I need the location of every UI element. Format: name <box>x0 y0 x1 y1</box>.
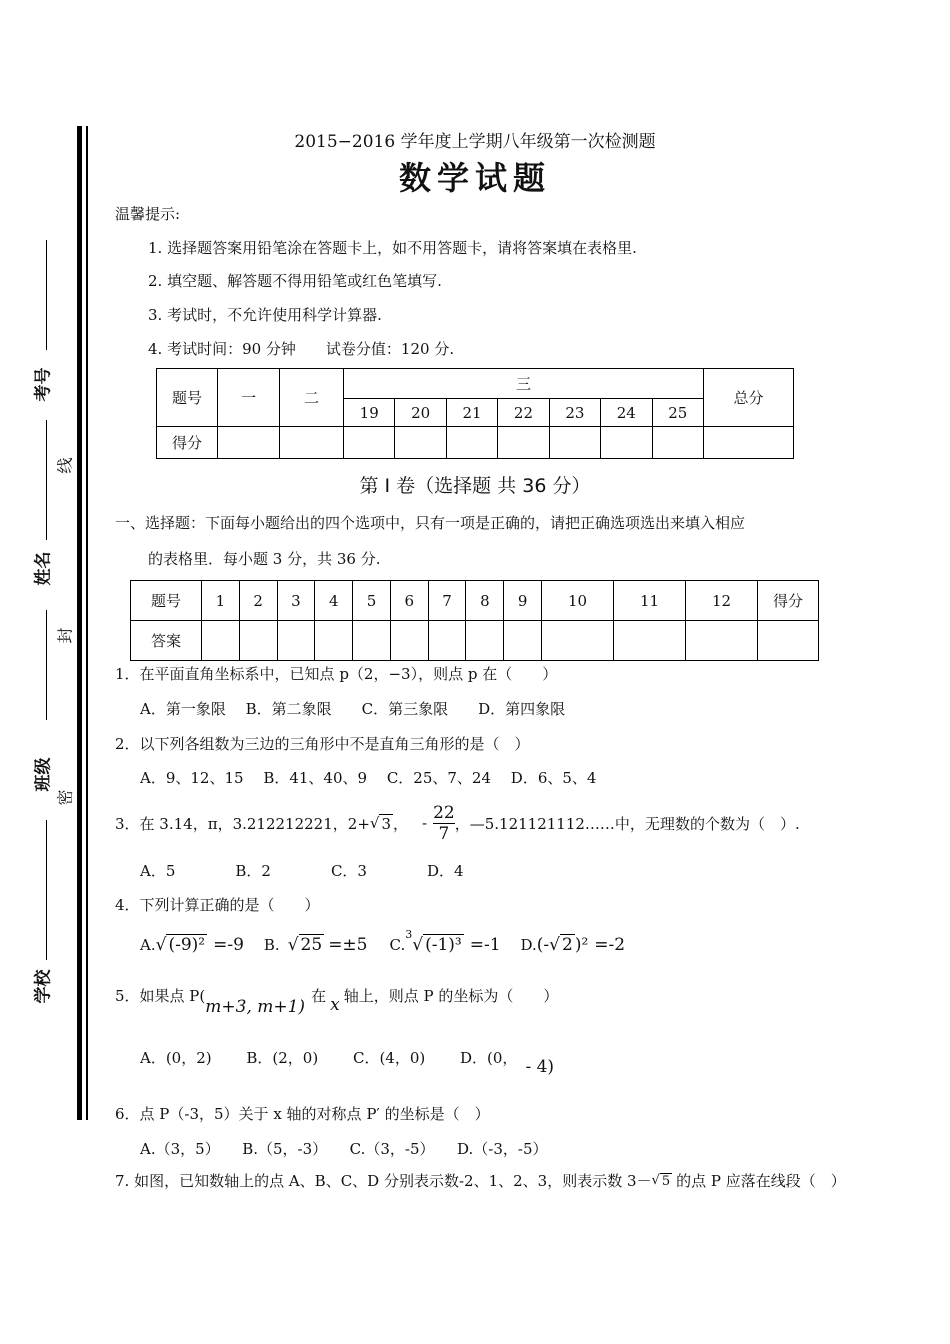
option-c-expr: (-1)³ <box>425 935 462 955</box>
question-7-prefix: 7. 如图，已知数轴上的点 A、B、C、D 分别表示数-2、1、2、3，则表示数 3－ <box>115 1172 652 1190</box>
section1-instruction-line1: 一、选择题：下面每小题给出的四个选项中，只有一项是正确的，请把正确选项选出来填入相应 <box>115 514 746 532</box>
question-5-mid: 在 <box>311 987 327 1005</box>
score-table-header-total: 总分 <box>704 369 794 427</box>
question-5-options <box>140 1047 555 1077</box>
question-3 <box>115 798 800 848</box>
fraction-numerator: 22 <box>433 802 455 823</box>
answer-table-col: 1 <box>202 581 240 621</box>
binding-bar-thick <box>77 126 82 1120</box>
score-table-q25: 25 <box>652 399 703 427</box>
sqrt-symbol: √ <box>287 934 299 955</box>
question-5-x: x <box>330 995 340 1015</box>
side-label-school: 学校 <box>33 969 54 1004</box>
question-6: 6．点 P（-3，5）关于 x 轴的对称点 P′ 的坐标是（ ） <box>115 1105 490 1123</box>
side-label-class: 班级 <box>33 757 54 792</box>
answer-table-col: 10 <box>542 581 614 621</box>
answer-table-col: 4 <box>315 581 353 621</box>
answer-score-cell[interactable] <box>758 621 819 661</box>
question-5-suffix: 轴上，则点 P 的坐标为（ ） <box>343 987 559 1005</box>
answer-table-col: 5 <box>353 581 391 621</box>
tip-item-2: 2. 填空题、解答题不得用铅笔或红色笔填写. <box>148 272 442 290</box>
score-cell[interactable] <box>395 427 446 459</box>
sqrt-symbol: √ <box>369 814 380 832</box>
answer-table-col: 12 <box>685 581 757 621</box>
option-b-eq: =±5 <box>328 934 368 955</box>
score-table-q19: 19 <box>344 399 395 427</box>
question-1-options: A．第一象限 B．第二象限 C．第三象限 D．第四象限 <box>140 700 566 718</box>
score-cell[interactable] <box>446 427 497 459</box>
answer-table-col: 2 <box>239 581 277 621</box>
question-3-radicand: 3 <box>381 814 391 833</box>
answer-cell[interactable] <box>428 621 466 661</box>
answer-table-col: 9 <box>504 581 542 621</box>
option-b-label: B. <box>263 935 280 954</box>
question-5 <box>115 985 559 1017</box>
question-3-suffix: ，—5.121121112……中，无理数的个数为（ ）. <box>454 814 800 833</box>
question-3-minus: - <box>422 814 428 832</box>
question-7-suffix: 的点 P 应落在线段（ ） <box>676 1172 846 1190</box>
side-seal-secret: 密 <box>55 789 75 806</box>
answer-table-col: 11 <box>614 581 686 621</box>
answer-table <box>130 580 819 661</box>
question-5-prefix: 5．如果点 P( <box>115 987 206 1005</box>
question-5-expr: m+3, m+1) <box>205 997 306 1017</box>
sqrt-symbol: √ <box>549 934 561 955</box>
option-d-pre: (- <box>536 934 550 955</box>
question-6-options: A.（3，5） B.（5，-3） C.（3，-5） D.（-3，-5） <box>140 1140 548 1158</box>
score-table-q20: 20 <box>395 399 446 427</box>
question-3-sep: ， <box>393 814 409 833</box>
question-4-options <box>140 928 626 955</box>
sqrt-symbol: √ <box>155 934 167 955</box>
score-table <box>156 368 794 459</box>
answer-cell[interactable] <box>315 621 353 661</box>
side-line-1 <box>46 240 47 350</box>
question-7 <box>115 1170 846 1191</box>
score-cell-total[interactable] <box>704 427 794 459</box>
question-7-radicand: 5 <box>661 1173 671 1189</box>
option-c-eq: =-1 <box>469 934 501 955</box>
answer-table-header-score: 得分 <box>758 581 819 621</box>
exam-subtitle: 2015−2016 学年度上学期八年级第一次检测题 <box>294 132 656 152</box>
sqrt-symbol: √ <box>651 1173 660 1188</box>
tip-item-3: 3. 考试时，不允许使用科学计算器. <box>148 306 382 324</box>
answer-cell[interactable] <box>685 621 757 661</box>
score-table-q24: 24 <box>601 399 652 427</box>
score-table-header-part2: 二 <box>280 369 344 427</box>
score-table-q22: 22 <box>498 399 549 427</box>
option-d-radicand: 2 <box>562 935 573 955</box>
answer-table-header-number: 题号 <box>131 581 202 621</box>
section1-heading: 第 Ⅰ 卷（选择题 共 36 分） <box>359 475 591 497</box>
question-3-prefix: 3．在 3.14，π，3.212212221，2+ <box>115 814 370 833</box>
answer-cell[interactable] <box>614 621 686 661</box>
score-cell[interactable] <box>601 427 652 459</box>
question-2: 2．以下列各组数为三边的三角形中不是直角三角形的是（ ） <box>115 735 530 753</box>
score-table-header-part1: 一 <box>218 369 280 427</box>
answer-cell[interactable] <box>353 621 391 661</box>
answer-cell[interactable] <box>277 621 315 661</box>
option-d-post: )² <box>574 934 589 955</box>
option-b-expr: 25 <box>300 935 323 955</box>
score-cell[interactable] <box>344 427 395 459</box>
side-line-4 <box>46 820 47 960</box>
answer-table-col: 8 <box>466 581 504 621</box>
answer-cell[interactable] <box>542 621 614 661</box>
question-1: 1．在平面直角坐标系中，已知点 p（2，−3），则点 p 在（ ） <box>115 665 558 683</box>
answer-table-col: 6 <box>390 581 428 621</box>
question-3-fraction <box>433 803 455 844</box>
answer-cell[interactable] <box>202 621 240 661</box>
question-4: 4．下列计算正确的是（ ） <box>115 896 320 914</box>
option-a-eq: =-9 <box>213 934 244 955</box>
score-cell[interactable] <box>498 427 549 459</box>
fraction-denominator: 7 <box>438 823 450 844</box>
score-table-header-number: 题号 <box>157 369 218 427</box>
tip-item-4: 4. 考试时间：90 分钟 试卷分值：120 分. <box>148 340 455 358</box>
option-a-label: A. <box>140 935 156 954</box>
question-2-options: A．9、12、15 B．41、40、9 C．25、7、24 D．6、5、4 <box>140 769 597 787</box>
question-5-option-d-value: - 4) <box>525 1057 555 1077</box>
side-seal-line: 线 <box>55 457 75 474</box>
option-c-label: C. <box>389 935 406 954</box>
score-cell[interactable] <box>218 427 280 459</box>
answer-table-col: 7 <box>428 581 466 621</box>
answer-cell[interactable] <box>390 621 428 661</box>
answer-table-row-answer: 答案 <box>131 621 202 661</box>
side-seal-seal: 封 <box>55 627 75 644</box>
score-cell[interactable] <box>280 427 344 459</box>
answer-cell[interactable] <box>504 621 542 661</box>
section1-instruction-line2: 的表格里．每小题 3 分，共 36 分. <box>148 550 381 568</box>
option-c-index: 3 <box>405 928 413 941</box>
tips-heading: 温馨提示: <box>115 205 181 223</box>
side-label-exam-number: 考号 <box>33 367 54 402</box>
score-table-q21: 21 <box>446 399 497 427</box>
score-cell[interactable] <box>549 427 600 459</box>
tip-item-1: 1. 选择题答案用铅笔涂在答题卡上，如不用答题卡，请将答案填在表格里. <box>148 239 637 257</box>
binding-bar-thin <box>86 126 88 1120</box>
score-cell[interactable] <box>652 427 703 459</box>
side-label-name: 姓名 <box>33 551 54 586</box>
option-d-eq: =-2 <box>594 934 626 955</box>
answer-table-col: 3 <box>277 581 315 621</box>
score-table-header-part3: 三 <box>344 369 704 399</box>
side-line-3 <box>46 610 47 720</box>
option-a-expr: (-9)² <box>168 935 206 955</box>
score-table-row-score: 得分 <box>157 427 218 459</box>
option-d-label: D. <box>520 935 537 954</box>
question-3-options: A．5 B．2 C．3 D．4 <box>140 862 464 880</box>
sqrt-symbol: √ <box>412 934 424 955</box>
answer-cell[interactable] <box>466 621 504 661</box>
answer-cell[interactable] <box>239 621 277 661</box>
exam-title: 数学试题 <box>398 159 551 197</box>
score-table-q23: 23 <box>549 399 600 427</box>
question-5-options-text: A．(0，2) B．(2，0) C．(4，0) D．(0， <box>140 1049 518 1067</box>
